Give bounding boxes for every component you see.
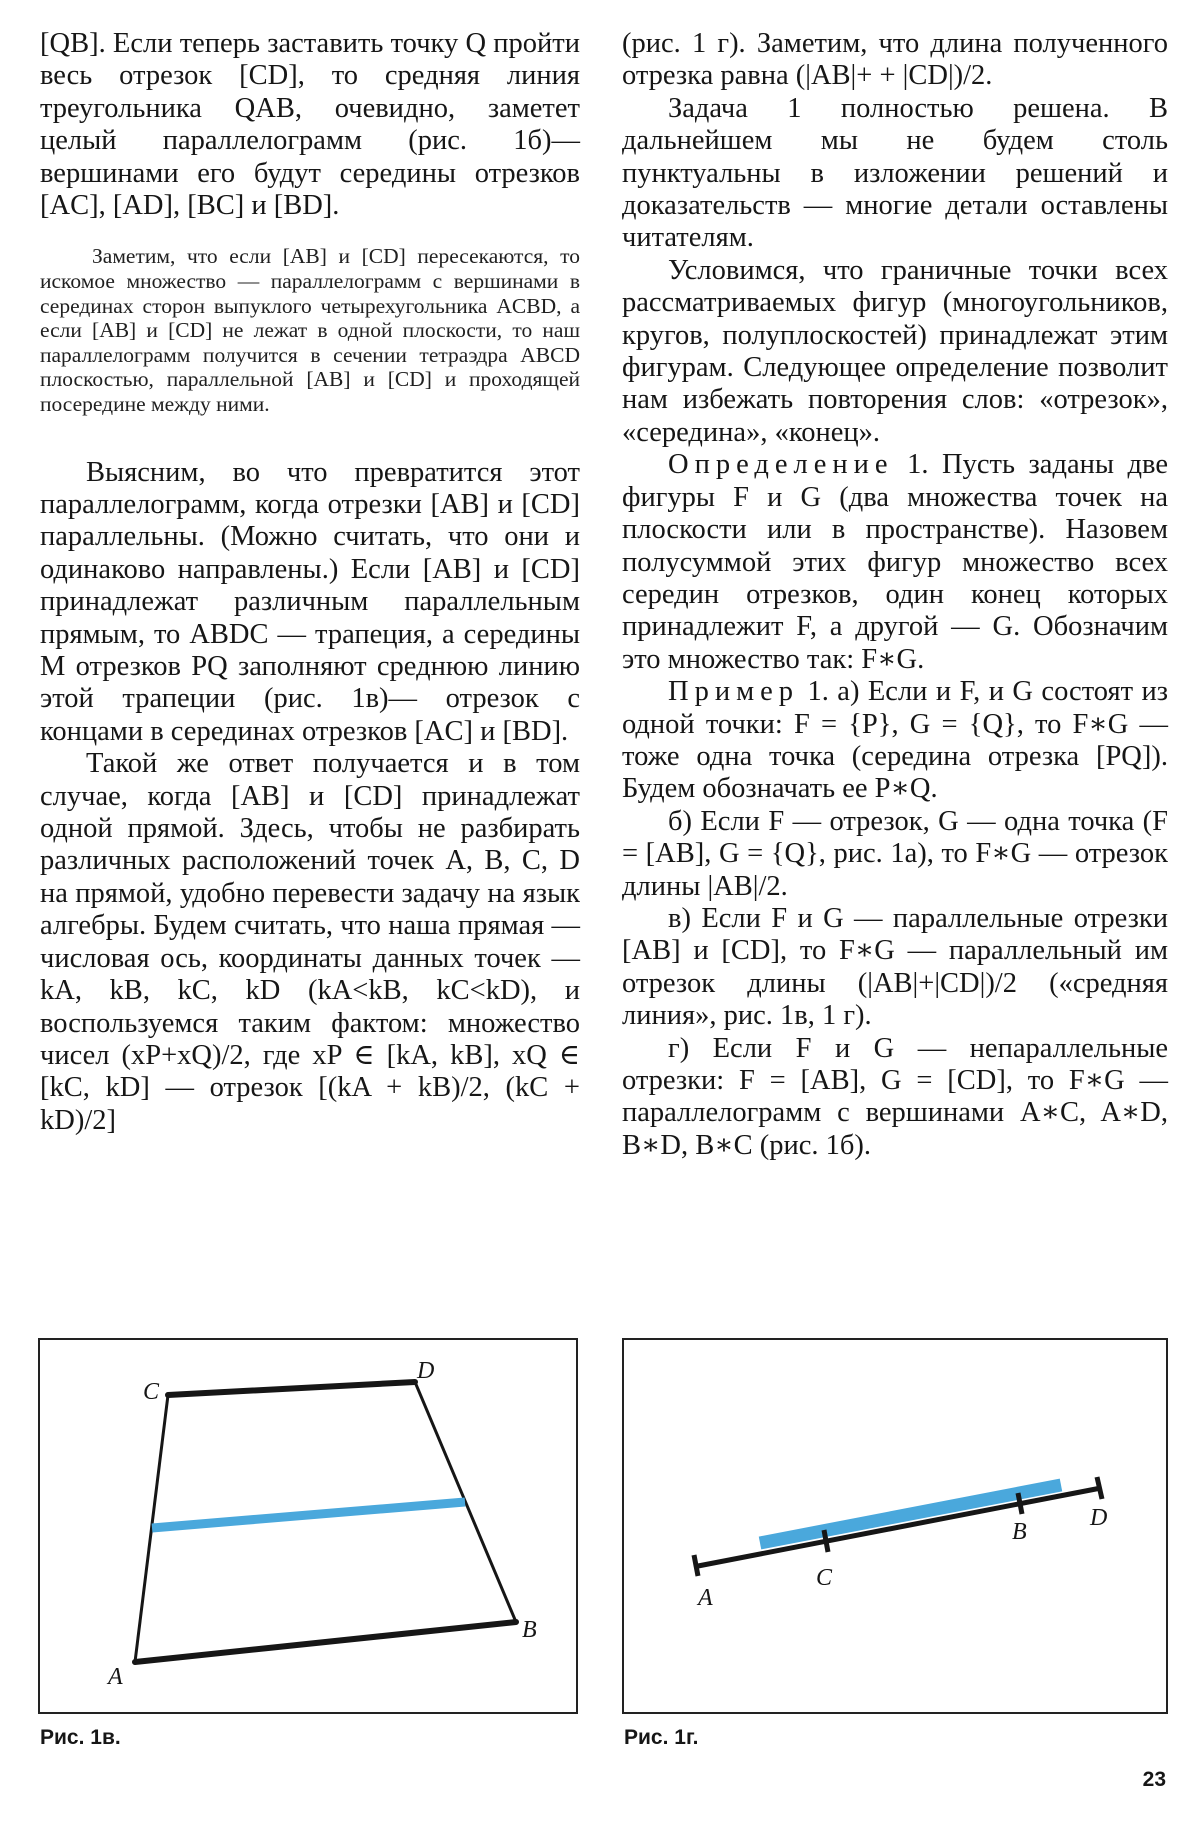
label-c: C <box>143 1379 160 1405</box>
example-label: Пример <box>668 676 800 708</box>
right-paragraph-1: (рис. 1 г). Заметим, что длина полученного отрезка равна (|AB|+ + |CD|)/2. <box>622 28 1168 92</box>
label-c: C <box>816 1565 833 1591</box>
example-b-paragraph: б) Если F — отрезок, G — одна точка (F = [AB], G = {Q}, рис. 1а), то F∗G — отрезок длины |AB|/2. <box>622 805 1168 902</box>
label-d: D <box>1090 1505 1108 1531</box>
figure-1v-caption: Рис. 1в. <box>40 1726 121 1749</box>
label-d: D <box>417 1358 435 1384</box>
label-b: B <box>522 1617 537 1643</box>
tick-d <box>1097 1477 1102 1499</box>
example-a-text: 1. а) Если и F, и G состоят из одной точки: F = {P}, G = {Q}, то F∗G — тоже одна точка (середина отрезка [PQ]). Будем обозначать ее P∗Q. <box>622 676 1168 805</box>
tick-a <box>694 1555 698 1576</box>
trapezoid-side-cd <box>168 1382 415 1395</box>
page-number: 23 <box>1142 1768 1166 1791</box>
label-b: B <box>1012 1519 1027 1545</box>
definition-paragraph <box>622 449 1168 676</box>
left-paragraph-1: [QB]. Если теперь заставить точку Q пройти весь отрезок [CD], то средняя линия треугольника QAB, очевидно, заметет целый параллелограмм (рис. 1б)— вершинами его будут середины отрезков [AC], [AD], [BC] и [BD]. <box>40 28 580 222</box>
definition-label: Определение <box>668 449 894 481</box>
example-c-paragraph: в) Если F и G — параллельные отрезки [AB] и [CD], то F∗G — параллельный им отрезок длины (|AB|+|CD|)/2 («средняя линия», рис. 1в, 1 г). <box>622 902 1168 1032</box>
left-note: Заметим, что если [AB] и [CD] пересекаются, то искомое множество — параллелограмм с вершинами в серединах сторон выпуклого четырехугольника ACBD, а если [AB] и [CD] не лежат в одной плоскости, то наш параллелограмм получится в сечении тетраэдра ABCD плоскостью, параллельной [AB] и [CD] и проходящей посередине между ними. <box>40 244 580 416</box>
example-a-paragraph <box>622 676 1168 806</box>
figure-1v-drawing <box>40 1340 576 1712</box>
midline <box>152 1502 465 1528</box>
figure-1g <box>622 1338 1168 1714</box>
left-paragraph-2: Выясним, во что превратится этот параллелограмм, когда отрезки [AB] и [CD] параллельны. (Можно считать, что они и одинаково направлены.) Если [AB] и [CD] принадлежат различным параллельным прямым, то ABDC — трапеция, а середины M отрезков PQ заполняют среднюю линию этой трапеции (рис. 1в)— отрезок с концами в серединах отрезков [AC] и [BD]. <box>40 456 580 747</box>
right-paragraph-2: Задача 1 полностью решена. В дальнейшем мы не будем столь пунктуальны в изложении решений и доказательств — многие детали оставлены читателям. <box>622 92 1168 254</box>
number-line <box>698 1488 1101 1566</box>
example-d-paragraph: г) Если F и G — непараллельные отрезки: F = [AB], G = [CD], то F∗G — параллелограмм с вершинами A∗C, A∗D, B∗D, B∗C (рис. 1б). <box>622 1032 1168 1161</box>
definition-text: 1. Пусть заданы две фигуры F и G (два множества точек на плоскости или в пространстве). Назовем полусуммой этих фигур множество всех середин отрезков, один конец которых принадлежит F, а другой — G. Обозначим это множество так: F∗G. <box>622 449 1168 675</box>
right-paragraph-3: Условимся, что граничные точки всех рассматриваемых фигур (многоугольников, кругов, полуплоскостей) принадлежат этим фигурам. Следующее определение позволит нам избежать повторения слов: «отрезок», «середина», «конец». <box>622 254 1168 448</box>
left-paragraph-3: Такой же ответ получается и в том случае, когда [AB] и [CD] принадлежат одной прямой. Здесь, чтобы не разбирать различных расположений точек A, B, C, D на прямой, удобно перевести задачу на язык алгебры. Будем считать, что наша прямая — числовая ось, координаты данных точек — kA, kB, kC, kD (kA<kB, kC<kD), и воспользуемся таким фактом: множество чисел (xP+xQ)/2, где xP ∈ [kA, kB], xQ ∈ [kC, kD] — отрезок [(kA + kB)/2, (kC + kD)/2] <box>40 748 580 1136</box>
right-column <box>622 28 1168 1162</box>
label-a: A <box>108 1664 123 1690</box>
figure-1g-drawing <box>624 1340 1166 1712</box>
figure-1g-caption: Рис. 1г. <box>624 1726 699 1749</box>
label-a: A <box>698 1585 713 1611</box>
trapezoid-side-ab <box>135 1622 516 1662</box>
left-column <box>40 28 580 1137</box>
figure-1v <box>38 1338 578 1714</box>
